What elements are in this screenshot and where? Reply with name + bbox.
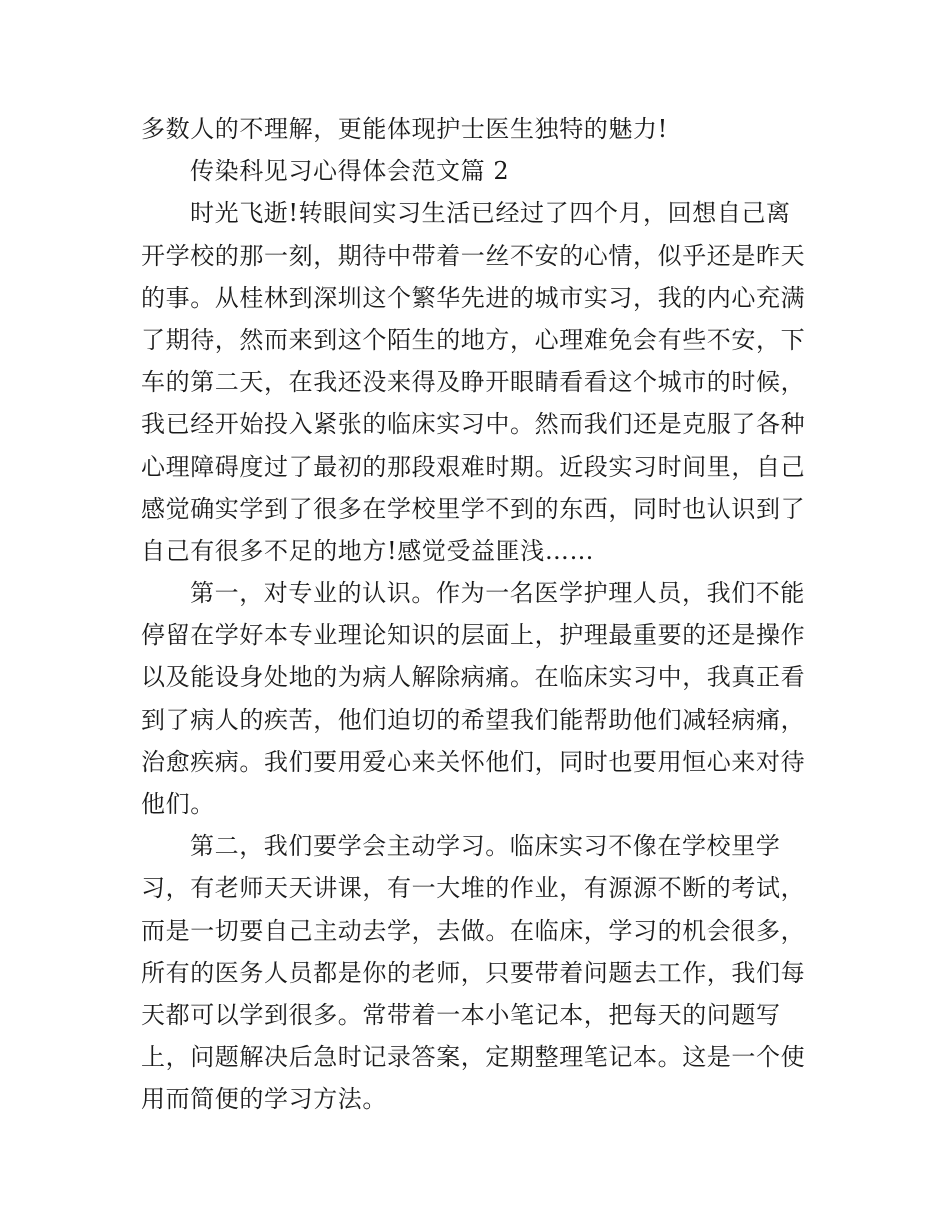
text-line: 停留在学好本专业理论知识的层面上，护理最重要的还是操作 [141,621,806,650]
text-line: 用而简便的学习方法。 [141,1085,387,1114]
text-line: 治愈疾病。我们要用爱心来关怀他们，同时也要用恒心来对待 [141,747,806,776]
text-line: 车的第二天，在我还没来得及睁开眼睛看看这个城市的时候， [141,368,806,397]
text-line: 他们。 [141,790,215,818]
text-line: 多数人的不理解，更能体现护士医生独特的魅力! [141,115,668,143]
text-line: 所有的医务人员都是你的老师，只要带着问题去工作，我们每 [141,958,806,987]
text-line: 心理障碍度过了最初的那段艰难时期。近段实习时间里，自己 [141,452,806,481]
text-line: 以及能设身处地的为病人解除病痛。在临床实习中，我真正看 [141,663,806,692]
text-line: 感觉确实学到了很多在学校里学不到的东西，同时也认识到了 [141,494,806,523]
text-line: 天都可以学到很多。常带着一本小笔记本，把每天的问题写 [141,1000,781,1029]
text-line: 我已经开始投入紧张的临床实习中。然而我们还是克服了各种 [141,410,806,439]
text-line: 自己有很多不足的地方!感觉受益匪浅…… [141,536,595,565]
document-body [141,108,813,1121]
text-line: 到了病人的疾苦，他们迫切的希望我们能帮助他们减轻病痛， [141,705,806,734]
text-line: 开学校的那一刻，期待中带着一丝不安的心情，似乎还是昨天 [141,241,806,270]
text-line: 了期待，然而来到这个陌生的地方，心理难免会有些不安，下 [141,325,806,354]
section-heading: 传染科见习心得体会范文篇 2 [190,157,510,186]
text-line: 习，有老师天天讲课，有一大堆的作业，有源源不断的考试， [141,874,806,903]
text-line: 上，问题解决后急时记录答案，定期整理笔记本。这是一个使 [141,1043,806,1072]
text-line: 第二，我们要学会主动学习。临床实习不像在学校里学 [190,832,781,861]
text-line: 而是一切要自己主动去学，去做。在临床，学习的机会很多， [141,916,806,945]
text-line: 时光飞逝!转眼间实习生活已经过了四个月，回想自己离 [190,199,791,228]
text-line: 第一，对专业的认识。作为一名医学护理人员，我们不能 [190,579,805,608]
text-line: 的事。从桂林到深圳这个繁华先进的城市实习，我的内心充满 [141,283,806,312]
